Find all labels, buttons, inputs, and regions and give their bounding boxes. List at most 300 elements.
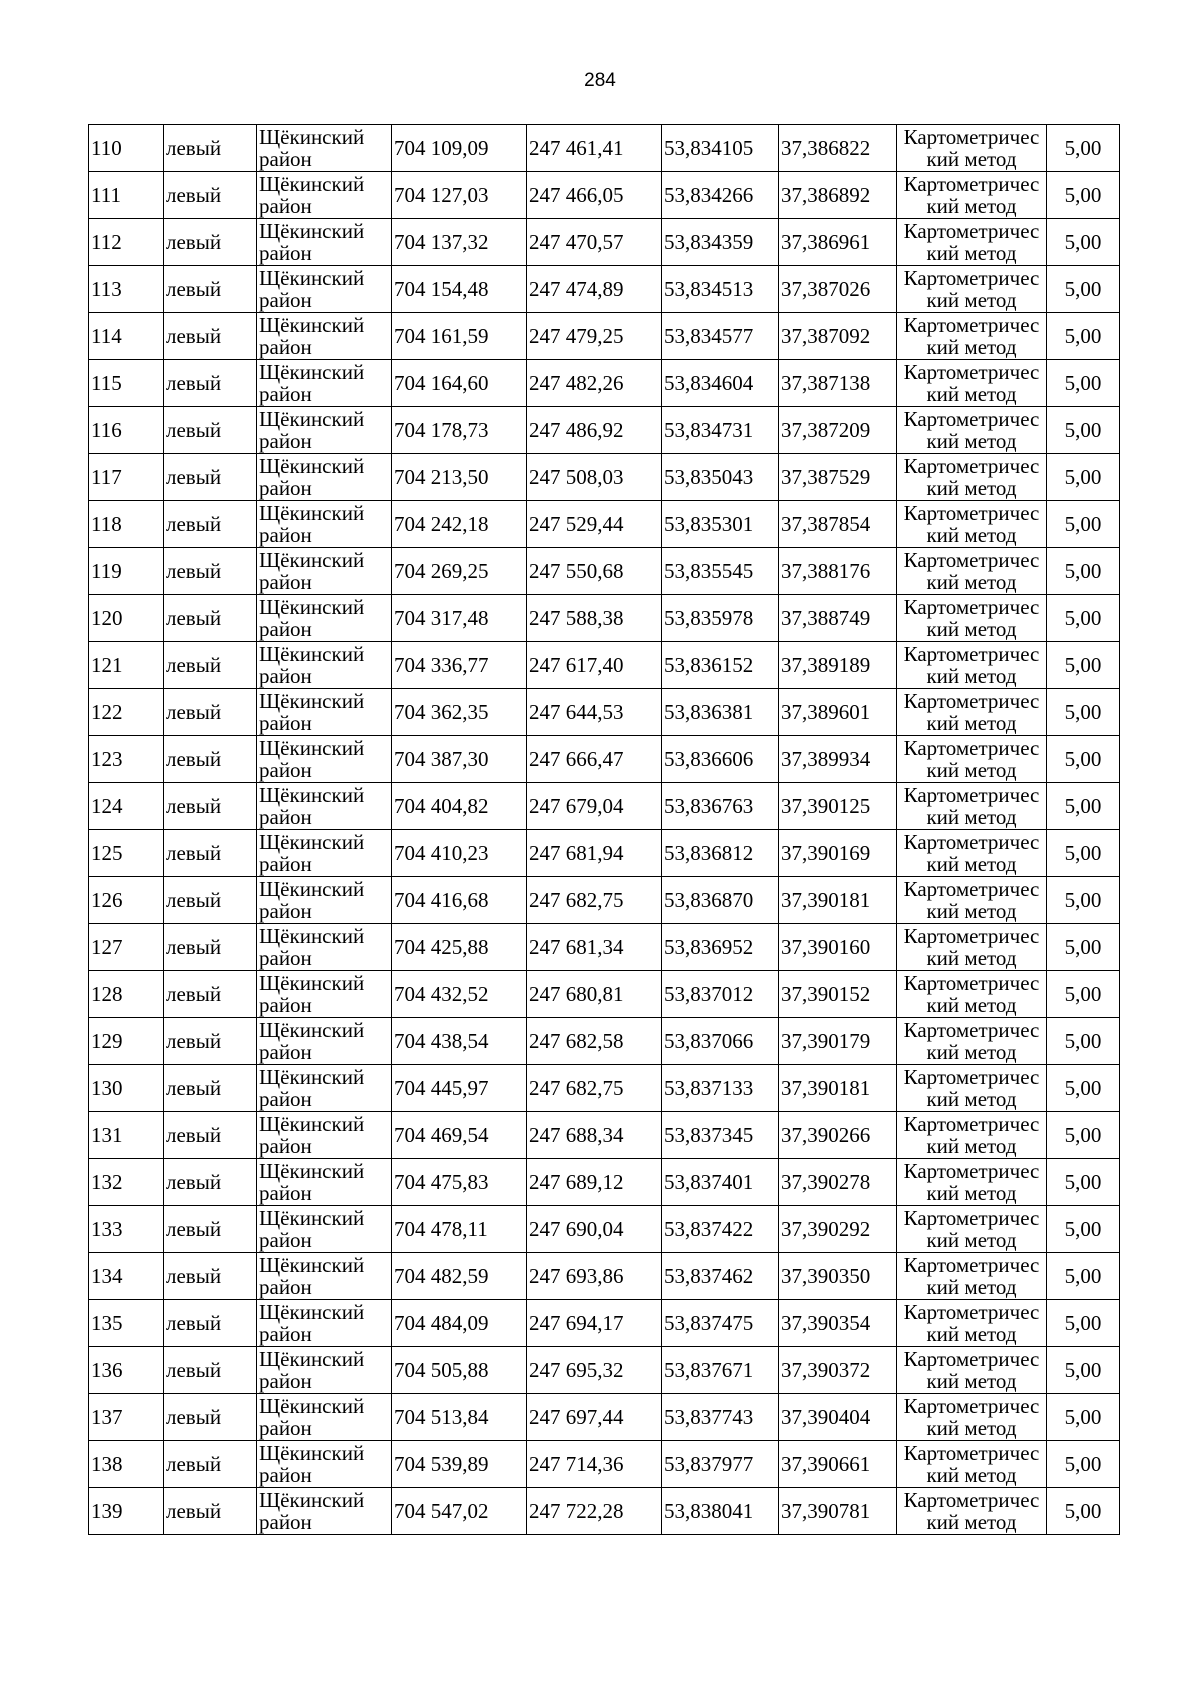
cell-error: 5,00 bbox=[1047, 1441, 1120, 1488]
cell-point-number: 117 bbox=[89, 454, 164, 501]
cell-error: 5,00 bbox=[1047, 830, 1120, 877]
cell-longitude: 37,390350 bbox=[779, 1253, 897, 1300]
cell-error: 5,00 bbox=[1047, 971, 1120, 1018]
cell-method: Картометрический метод bbox=[897, 1018, 1047, 1065]
table-row bbox=[89, 1488, 1120, 1535]
cell-side: левый bbox=[164, 924, 257, 971]
cell-error: 5,00 bbox=[1047, 125, 1120, 172]
cell-point-number: 135 bbox=[89, 1300, 164, 1347]
cell-side: левый bbox=[164, 360, 257, 407]
cell-longitude: 37,387026 bbox=[779, 266, 897, 313]
cell-latitude: 53,834604 bbox=[662, 360, 779, 407]
cell-point-number: 132 bbox=[89, 1159, 164, 1206]
cell-side: левый bbox=[164, 548, 257, 595]
cell-longitude: 37,390292 bbox=[779, 1206, 897, 1253]
cell-y: 247 695,32 bbox=[527, 1347, 662, 1394]
cell-method: Картометрический метод bbox=[897, 642, 1047, 689]
cell-point-number: 113 bbox=[89, 266, 164, 313]
page-number: 284 bbox=[584, 70, 616, 91]
cell-district: Щёкинский район bbox=[257, 266, 392, 313]
cell-district: Щёкинский район bbox=[257, 1065, 392, 1112]
cell-side: левый bbox=[164, 783, 257, 830]
cell-y: 247 697,44 bbox=[527, 1394, 662, 1441]
cell-point-number: 121 bbox=[89, 642, 164, 689]
cell-district: Щёкинский район bbox=[257, 1253, 392, 1300]
cell-side: левый bbox=[164, 1065, 257, 1112]
table-row bbox=[89, 1159, 1120, 1206]
cell-error: 5,00 bbox=[1047, 1206, 1120, 1253]
cell-latitude: 53,838041 bbox=[662, 1488, 779, 1535]
table-row bbox=[89, 1065, 1120, 1112]
cell-method: Картометрический метод bbox=[897, 1206, 1047, 1253]
cell-y: 247 722,28 bbox=[527, 1488, 662, 1535]
cell-y: 247 486,92 bbox=[527, 407, 662, 454]
cell-point-number: 127 bbox=[89, 924, 164, 971]
cell-method: Картометрический метод bbox=[897, 1300, 1047, 1347]
cell-point-number: 128 bbox=[89, 971, 164, 1018]
cell-error: 5,00 bbox=[1047, 548, 1120, 595]
table-row bbox=[89, 924, 1120, 971]
cell-district: Щёкинский район bbox=[257, 595, 392, 642]
cell-longitude: 37,390781 bbox=[779, 1488, 897, 1535]
cell-longitude: 37,390181 bbox=[779, 877, 897, 924]
cell-error: 5,00 bbox=[1047, 1112, 1120, 1159]
cell-latitude: 53,837671 bbox=[662, 1347, 779, 1394]
cell-district: Щёкинский район bbox=[257, 689, 392, 736]
cell-point-number: 123 bbox=[89, 736, 164, 783]
cell-error: 5,00 bbox=[1047, 454, 1120, 501]
table-row bbox=[89, 219, 1120, 266]
cell-x: 704 242,18 bbox=[392, 501, 527, 548]
cell-latitude: 53,837475 bbox=[662, 1300, 779, 1347]
cell-latitude: 53,834359 bbox=[662, 219, 779, 266]
table-row bbox=[89, 736, 1120, 783]
cell-longitude: 37,390372 bbox=[779, 1347, 897, 1394]
cell-longitude: 37,387209 bbox=[779, 407, 897, 454]
cell-longitude: 37,390152 bbox=[779, 971, 897, 1018]
table-row bbox=[89, 313, 1120, 360]
cell-method: Картометрический метод bbox=[897, 125, 1047, 172]
cell-district: Щёкинский район bbox=[257, 1347, 392, 1394]
cell-y: 247 508,03 bbox=[527, 454, 662, 501]
cell-method: Картометрический метод bbox=[897, 689, 1047, 736]
cell-district: Щёкинский район bbox=[257, 877, 392, 924]
cell-x: 704 404,82 bbox=[392, 783, 527, 830]
cell-y: 247 588,38 bbox=[527, 595, 662, 642]
cell-district: Щёкинский район bbox=[257, 548, 392, 595]
cell-latitude: 53,837012 bbox=[662, 971, 779, 1018]
cell-point-number: 129 bbox=[89, 1018, 164, 1065]
coordinates-table bbox=[88, 124, 1120, 1535]
cell-point-number: 115 bbox=[89, 360, 164, 407]
cell-side: левый bbox=[164, 501, 257, 548]
table-row bbox=[89, 830, 1120, 877]
cell-x: 704 127,03 bbox=[392, 172, 527, 219]
cell-error: 5,00 bbox=[1047, 501, 1120, 548]
cell-y: 247 682,58 bbox=[527, 1018, 662, 1065]
cell-y: 247 482,26 bbox=[527, 360, 662, 407]
cell-longitude: 37,386822 bbox=[779, 125, 897, 172]
cell-latitude: 53,834731 bbox=[662, 407, 779, 454]
cell-district: Щёкинский район bbox=[257, 219, 392, 266]
cell-x: 704 475,83 bbox=[392, 1159, 527, 1206]
cell-x: 704 425,88 bbox=[392, 924, 527, 971]
cell-district: Щёкинский район bbox=[257, 971, 392, 1018]
cell-point-number: 126 bbox=[89, 877, 164, 924]
cell-y: 247 470,57 bbox=[527, 219, 662, 266]
cell-x: 704 505,88 bbox=[392, 1347, 527, 1394]
cell-longitude: 37,390661 bbox=[779, 1441, 897, 1488]
cell-district: Щёкинский район bbox=[257, 360, 392, 407]
cell-error: 5,00 bbox=[1047, 360, 1120, 407]
cell-side: левый bbox=[164, 1441, 257, 1488]
cell-point-number: 125 bbox=[89, 830, 164, 877]
table-row bbox=[89, 877, 1120, 924]
cell-latitude: 53,836870 bbox=[662, 877, 779, 924]
cell-point-number: 130 bbox=[89, 1065, 164, 1112]
cell-latitude: 53,837743 bbox=[662, 1394, 779, 1441]
table-row bbox=[89, 1347, 1120, 1394]
cell-x: 704 178,73 bbox=[392, 407, 527, 454]
cell-error: 5,00 bbox=[1047, 1018, 1120, 1065]
cell-longitude: 37,389189 bbox=[779, 642, 897, 689]
cell-x: 704 269,25 bbox=[392, 548, 527, 595]
cell-longitude: 37,389601 bbox=[779, 689, 897, 736]
cell-x: 704 154,48 bbox=[392, 266, 527, 313]
cell-side: левый bbox=[164, 1159, 257, 1206]
cell-latitude: 53,835043 bbox=[662, 454, 779, 501]
cell-latitude: 53,837401 bbox=[662, 1159, 779, 1206]
cell-side: левый bbox=[164, 1394, 257, 1441]
cell-latitude: 53,835301 bbox=[662, 501, 779, 548]
cell-x: 704 539,89 bbox=[392, 1441, 527, 1488]
cell-method: Картометрический метод bbox=[897, 172, 1047, 219]
cell-method: Картометрический метод bbox=[897, 1488, 1047, 1535]
cell-y: 247 682,75 bbox=[527, 877, 662, 924]
cell-error: 5,00 bbox=[1047, 924, 1120, 971]
cell-district: Щёкинский район bbox=[257, 924, 392, 971]
cell-y: 247 479,25 bbox=[527, 313, 662, 360]
cell-y: 247 681,34 bbox=[527, 924, 662, 971]
cell-x: 704 317,48 bbox=[392, 595, 527, 642]
cell-y: 247 693,86 bbox=[527, 1253, 662, 1300]
cell-side: левый bbox=[164, 877, 257, 924]
cell-latitude: 53,837345 bbox=[662, 1112, 779, 1159]
cell-longitude: 37,390354 bbox=[779, 1300, 897, 1347]
cell-side: левый bbox=[164, 266, 257, 313]
cell-y: 247 688,34 bbox=[527, 1112, 662, 1159]
cell-longitude: 37,390278 bbox=[779, 1159, 897, 1206]
table-row bbox=[89, 689, 1120, 736]
cell-side: левый bbox=[164, 454, 257, 501]
cell-district: Щёкинский район bbox=[257, 1206, 392, 1253]
cell-longitude: 37,388749 bbox=[779, 595, 897, 642]
cell-y: 247 617,40 bbox=[527, 642, 662, 689]
cell-side: левый bbox=[164, 125, 257, 172]
cell-x: 704 482,59 bbox=[392, 1253, 527, 1300]
cell-point-number: 139 bbox=[89, 1488, 164, 1535]
cell-district: Щёкинский район bbox=[257, 1159, 392, 1206]
cell-error: 5,00 bbox=[1047, 877, 1120, 924]
cell-y: 247 644,53 bbox=[527, 689, 662, 736]
cell-point-number: 120 bbox=[89, 595, 164, 642]
table-row bbox=[89, 548, 1120, 595]
cell-district: Щёкинский район bbox=[257, 407, 392, 454]
cell-method: Картометрический метод bbox=[897, 360, 1047, 407]
cell-method: Картометрический метод bbox=[897, 1112, 1047, 1159]
cell-x: 704 484,09 bbox=[392, 1300, 527, 1347]
cell-error: 5,00 bbox=[1047, 1300, 1120, 1347]
cell-side: левый bbox=[164, 313, 257, 360]
cell-error: 5,00 bbox=[1047, 1347, 1120, 1394]
cell-y: 247 682,75 bbox=[527, 1065, 662, 1112]
table-row bbox=[89, 783, 1120, 830]
cell-x: 704 109,09 bbox=[392, 125, 527, 172]
cell-latitude: 53,836763 bbox=[662, 783, 779, 830]
cell-side: левый bbox=[164, 1018, 257, 1065]
cell-district: Щёкинский район bbox=[257, 172, 392, 219]
cell-latitude: 53,837066 bbox=[662, 1018, 779, 1065]
cell-method: Картометрический метод bbox=[897, 313, 1047, 360]
cell-error: 5,00 bbox=[1047, 1488, 1120, 1535]
cell-side: левый bbox=[164, 1347, 257, 1394]
cell-longitude: 37,387092 bbox=[779, 313, 897, 360]
table-row bbox=[89, 595, 1120, 642]
cell-latitude: 53,837133 bbox=[662, 1065, 779, 1112]
cell-district: Щёкинский район bbox=[257, 454, 392, 501]
cell-point-number: 138 bbox=[89, 1441, 164, 1488]
cell-error: 5,00 bbox=[1047, 689, 1120, 736]
cell-point-number: 111 bbox=[89, 172, 164, 219]
cell-error: 5,00 bbox=[1047, 407, 1120, 454]
table-row bbox=[89, 1206, 1120, 1253]
table-body bbox=[89, 125, 1120, 1535]
cell-latitude: 53,834105 bbox=[662, 125, 779, 172]
cell-y: 247 461,41 bbox=[527, 125, 662, 172]
cell-latitude: 53,834266 bbox=[662, 172, 779, 219]
cell-x: 704 362,35 bbox=[392, 689, 527, 736]
cell-latitude: 53,835978 bbox=[662, 595, 779, 642]
cell-point-number: 134 bbox=[89, 1253, 164, 1300]
cell-latitude: 53,836381 bbox=[662, 689, 779, 736]
cell-district: Щёкинский район bbox=[257, 501, 392, 548]
cell-longitude: 37,387138 bbox=[779, 360, 897, 407]
cell-district: Щёкинский район bbox=[257, 736, 392, 783]
cell-side: левый bbox=[164, 1206, 257, 1253]
cell-district: Щёкинский район bbox=[257, 1441, 392, 1488]
cell-side: левый bbox=[164, 736, 257, 783]
cell-method: Картометрический метод bbox=[897, 548, 1047, 595]
cell-longitude: 37,387529 bbox=[779, 454, 897, 501]
table-row bbox=[89, 971, 1120, 1018]
cell-method: Картометрический метод bbox=[897, 736, 1047, 783]
cell-method: Картометрический метод bbox=[897, 877, 1047, 924]
cell-error: 5,00 bbox=[1047, 783, 1120, 830]
cell-method: Картометрический метод bbox=[897, 407, 1047, 454]
cell-error: 5,00 bbox=[1047, 313, 1120, 360]
cell-point-number: 131 bbox=[89, 1112, 164, 1159]
table-row bbox=[89, 360, 1120, 407]
cell-latitude: 53,836952 bbox=[662, 924, 779, 971]
cell-side: левый bbox=[164, 830, 257, 877]
cell-x: 704 438,54 bbox=[392, 1018, 527, 1065]
cell-y: 247 680,81 bbox=[527, 971, 662, 1018]
cell-side: левый bbox=[164, 1253, 257, 1300]
cell-point-number: 112 bbox=[89, 219, 164, 266]
cell-method: Картометрический метод bbox=[897, 501, 1047, 548]
cell-point-number: 122 bbox=[89, 689, 164, 736]
table-row bbox=[89, 125, 1120, 172]
cell-error: 5,00 bbox=[1047, 266, 1120, 313]
cell-latitude: 53,834513 bbox=[662, 266, 779, 313]
cell-point-number: 114 bbox=[89, 313, 164, 360]
table-row bbox=[89, 1394, 1120, 1441]
cell-x: 704 387,30 bbox=[392, 736, 527, 783]
cell-latitude: 53,835545 bbox=[662, 548, 779, 595]
cell-point-number: 118 bbox=[89, 501, 164, 548]
cell-method: Картометрический метод bbox=[897, 783, 1047, 830]
cell-point-number: 136 bbox=[89, 1347, 164, 1394]
cell-district: Щёкинский район bbox=[257, 783, 392, 830]
cell-method: Картометрический метод bbox=[897, 971, 1047, 1018]
cell-longitude: 37,390125 bbox=[779, 783, 897, 830]
table-row bbox=[89, 454, 1120, 501]
cell-side: левый bbox=[164, 971, 257, 1018]
cell-x: 704 137,32 bbox=[392, 219, 527, 266]
cell-side: левый bbox=[164, 689, 257, 736]
cell-y: 247 714,36 bbox=[527, 1441, 662, 1488]
cell-error: 5,00 bbox=[1047, 736, 1120, 783]
cell-x: 704 469,54 bbox=[392, 1112, 527, 1159]
cell-y: 247 466,05 bbox=[527, 172, 662, 219]
cell-y: 247 679,04 bbox=[527, 783, 662, 830]
cell-error: 5,00 bbox=[1047, 1394, 1120, 1441]
cell-x: 704 410,23 bbox=[392, 830, 527, 877]
cell-error: 5,00 bbox=[1047, 172, 1120, 219]
cell-method: Картометрический метод bbox=[897, 1159, 1047, 1206]
cell-district: Щёкинский район bbox=[257, 1112, 392, 1159]
cell-latitude: 53,836812 bbox=[662, 830, 779, 877]
table-row bbox=[89, 1253, 1120, 1300]
cell-method: Картометрический метод bbox=[897, 219, 1047, 266]
table-row bbox=[89, 1112, 1120, 1159]
table-row bbox=[89, 172, 1120, 219]
cell-longitude: 37,390404 bbox=[779, 1394, 897, 1441]
table-row bbox=[89, 501, 1120, 548]
cell-method: Картометрический метод bbox=[897, 1253, 1047, 1300]
cell-side: левый bbox=[164, 407, 257, 454]
cell-point-number: 124 bbox=[89, 783, 164, 830]
table-row bbox=[89, 1300, 1120, 1347]
cell-error: 5,00 bbox=[1047, 1253, 1120, 1300]
cell-x: 704 478,11 bbox=[392, 1206, 527, 1253]
cell-method: Картометрический метод bbox=[897, 1394, 1047, 1441]
cell-error: 5,00 bbox=[1047, 1159, 1120, 1206]
cell-y: 247 681,94 bbox=[527, 830, 662, 877]
cell-district: Щёкинский район bbox=[257, 1300, 392, 1347]
cell-latitude: 53,837977 bbox=[662, 1441, 779, 1488]
cell-side: левый bbox=[164, 595, 257, 642]
cell-side: левый bbox=[164, 172, 257, 219]
cell-district: Щёкинский район bbox=[257, 642, 392, 689]
cell-x: 704 164,60 bbox=[392, 360, 527, 407]
cell-y: 247 694,17 bbox=[527, 1300, 662, 1347]
cell-side: левый bbox=[164, 1488, 257, 1535]
cell-longitude: 37,390169 bbox=[779, 830, 897, 877]
cell-side: левый bbox=[164, 219, 257, 266]
cell-longitude: 37,386892 bbox=[779, 172, 897, 219]
cell-y: 247 666,47 bbox=[527, 736, 662, 783]
cell-method: Картометрический метод bbox=[897, 1065, 1047, 1112]
cell-x: 704 161,59 bbox=[392, 313, 527, 360]
cell-x: 704 547,02 bbox=[392, 1488, 527, 1535]
cell-y: 247 550,68 bbox=[527, 548, 662, 595]
cell-error: 5,00 bbox=[1047, 595, 1120, 642]
cell-y: 247 690,04 bbox=[527, 1206, 662, 1253]
cell-district: Щёкинский район bbox=[257, 313, 392, 360]
cell-x: 704 513,84 bbox=[392, 1394, 527, 1441]
cell-latitude: 53,837462 bbox=[662, 1253, 779, 1300]
table-row bbox=[89, 1018, 1120, 1065]
table-row bbox=[89, 266, 1120, 313]
cell-longitude: 37,390160 bbox=[779, 924, 897, 971]
cell-latitude: 53,837422 bbox=[662, 1206, 779, 1253]
cell-x: 704 336,77 bbox=[392, 642, 527, 689]
cell-longitude: 37,390181 bbox=[779, 1065, 897, 1112]
cell-latitude: 53,836606 bbox=[662, 736, 779, 783]
cell-y: 247 474,89 bbox=[527, 266, 662, 313]
cell-latitude: 53,836152 bbox=[662, 642, 779, 689]
cell-side: левый bbox=[164, 1300, 257, 1347]
cell-point-number: 133 bbox=[89, 1206, 164, 1253]
cell-point-number: 119 bbox=[89, 548, 164, 595]
cell-point-number: 110 bbox=[89, 125, 164, 172]
cell-method: Картометрический метод bbox=[897, 595, 1047, 642]
cell-y: 247 529,44 bbox=[527, 501, 662, 548]
cell-district: Щёкинский район bbox=[257, 1394, 392, 1441]
cell-method: Картометрический метод bbox=[897, 454, 1047, 501]
cell-x: 704 432,52 bbox=[392, 971, 527, 1018]
cell-district: Щёкинский район bbox=[257, 125, 392, 172]
cell-longitude: 37,390179 bbox=[779, 1018, 897, 1065]
cell-side: левый bbox=[164, 1112, 257, 1159]
table-row bbox=[89, 407, 1120, 454]
cell-y: 247 689,12 bbox=[527, 1159, 662, 1206]
cell-method: Картометрический метод bbox=[897, 1347, 1047, 1394]
cell-x: 704 213,50 bbox=[392, 454, 527, 501]
cell-x: 704 416,68 bbox=[392, 877, 527, 924]
cell-method: Картометрический метод bbox=[897, 830, 1047, 877]
cell-method: Картометрический метод bbox=[897, 266, 1047, 313]
cell-latitude: 53,834577 bbox=[662, 313, 779, 360]
cell-method: Картометрический метод bbox=[897, 924, 1047, 971]
cell-district: Щёкинский район bbox=[257, 1488, 392, 1535]
cell-point-number: 116 bbox=[89, 407, 164, 454]
cell-district: Щёкинский район bbox=[257, 830, 392, 877]
cell-x: 704 445,97 bbox=[392, 1065, 527, 1112]
table-row bbox=[89, 642, 1120, 689]
cell-method: Картометрический метод bbox=[897, 1441, 1047, 1488]
cell-district: Щёкинский район bbox=[257, 1018, 392, 1065]
cell-longitude: 37,390266 bbox=[779, 1112, 897, 1159]
cell-longitude: 37,389934 bbox=[779, 736, 897, 783]
cell-error: 5,00 bbox=[1047, 1065, 1120, 1112]
table-row bbox=[89, 1441, 1120, 1488]
cell-longitude: 37,388176 bbox=[779, 548, 897, 595]
cell-longitude: 37,387854 bbox=[779, 501, 897, 548]
cell-error: 5,00 bbox=[1047, 219, 1120, 266]
cell-error: 5,00 bbox=[1047, 642, 1120, 689]
